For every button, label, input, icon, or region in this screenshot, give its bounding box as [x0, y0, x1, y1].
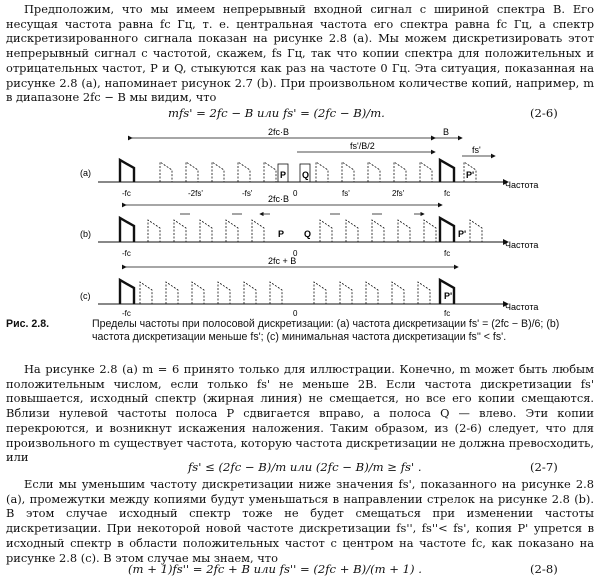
panel-a-tick-fc: fc [444, 189, 451, 198]
intro-paragraph: Предположим, что мы имеем непрерывный входной сигнал с шириной спектра B. Его несущая частота равна fc Гц, т. е. центральная частота его спектра равна fc Гц, а спектр дискретизированного сигнала показан на рисунке 2.8 (а). Мы можем дискретизировать этот непрерывный сигнал с частотой, скажем, fs Гц, так что копии спектра для положительных и отрицательных частот, P и Q, стыкуются как раз на частоте 0 Гц. Эта ситуация, показанная на рисунке 2.8 (а), напоминает рисунок 2.7 (b). При произвольном количестве копий, например, m в диапазоне 2fc − B мы видим, что [6, 2, 594, 105]
panel-a-copy-P: P [280, 170, 287, 180]
panel-b-copy-P: P [278, 229, 285, 239]
panel-b-tick-fc: fc [444, 249, 451, 258]
panel-c-label: (c) [80, 291, 91, 301]
panel-a-original-pos [440, 160, 454, 182]
paragraph-3: Если мы уменьшим частоту дискретизации ниже значения fs', показанного на рисунке 2.8 (а), промежутки между копиями будут уменьшаться в направлении стрелок на рисунке 2.8 (b). В этом случае исходный спектр тоже не будет смещаться при изменении частоты дискретизации. При некоторой новой частоте дискретизации fs'', fs''< fs', копия P' упрется в исходный спектр в области положительных частот с центром на частоте fc, как показано на рисунке 2.8 (с). В этом случае мы знаем, что [6, 477, 594, 565]
caption-label: Рис. 2.8. [6, 318, 50, 330]
panel-a-fs-label: fs' [472, 145, 481, 155]
panel-b-span-label: 2fc·B [268, 194, 290, 204]
panel-c-span-label: 2fc + B [268, 256, 297, 266]
equation-2-8-number: (2-8) [530, 562, 558, 576]
panel-b-tick-zero: 0 [293, 249, 298, 258]
panel-b-tick-neg-fc: -fc [122, 249, 131, 258]
panel-b-freq-label: Частота [505, 240, 539, 250]
panel-c-copy-P-prime: P' [444, 291, 453, 301]
panel-a-freq-label: Частота [505, 180, 539, 190]
panel-a-b-label: B [443, 127, 450, 137]
panel-a-fs-half-label: fs'/B/2 [350, 141, 375, 151]
panel-a-tick-zero: 0 [293, 189, 298, 198]
panel-a-copies [160, 162, 476, 182]
figure-2-8 [0, 124, 602, 316]
panel-a-label: (a) [80, 168, 91, 178]
panel-c-freq-label: Частота [505, 302, 539, 312]
panel-b-original-pos [440, 218, 454, 242]
panel-a-span-label: 2fc·B [268, 127, 290, 137]
panel-b-original-neg [120, 218, 134, 242]
panel-a-tick-neg-2fs: -2fs' [188, 189, 203, 198]
equation-2-6-number: (2-6) [530, 106, 558, 120]
caption-text: Пределы частоты при полосовой дискретизации: (a) частота дискретизации fs' = (2fc − B)/6; (b) частота дискретизации меньше fs'; (c) минимальная частота дискретизации fs'' < fs'. [92, 318, 560, 343]
panel-b-copy-Q: Q [304, 229, 312, 239]
equation-2-7: fs' ≤ (2fc − B)/m или (2fc − B)/m ≥ fs' . [188, 460, 422, 474]
panel-a-copy-P-prime: P' [466, 170, 475, 180]
panel-c-tick-neg-fc: -fc [122, 309, 131, 316]
panel-b-copy-P-prime: P' [458, 229, 467, 239]
figure-caption [6, 318, 594, 343]
panel-a-tick-neg-fc: -fc [122, 189, 131, 198]
panel-c-tick-zero: 0 [293, 309, 298, 316]
panel-c-original-neg [120, 280, 134, 304]
paragraph-2: На рисунке 2.8 (а) m = 6 принято только для иллюстрации. Конечно, m может быть любым положительным числом, если только fs' не меньше 2B. Если частота дискретизации fs' повышается, исходный спектр (жирная линия) не смещается, но все его копии смещаются. Вблизи нулевой частоты полоса P сдвигается вправо, а полоса Q — влево. Эти копии перекроются, и возникнут искажения наложения. Таким образом, из (2-6) следует, что для произвольного m существует частота, которую частота дискретизации не должна превосходить, или [6, 362, 594, 465]
panel-a-original-neg [120, 160, 134, 182]
panel-a-tick-2fs: 2fs' [392, 189, 405, 198]
equation-2-7-number: (2-7) [530, 460, 558, 474]
panel-b-copies [148, 220, 482, 242]
panel-a-tick-fs: fs' [342, 189, 350, 198]
panel-c-copies [140, 282, 430, 304]
panel-c-tick-fc: fc [444, 309, 451, 316]
equation-2-8: (m + 1)fs'' = 2fc + B или fs'' = (2fc + B)/(m + 1) . [128, 562, 422, 576]
equation-2-6: mfs' = 2fc − B или fs' = (2fc − B)/m. [168, 106, 385, 120]
panel-a-copy-Q: Q [302, 170, 310, 180]
panel-b-label: (b) [80, 229, 91, 239]
panel-a-tick-neg-fs: -fs' [242, 189, 253, 198]
